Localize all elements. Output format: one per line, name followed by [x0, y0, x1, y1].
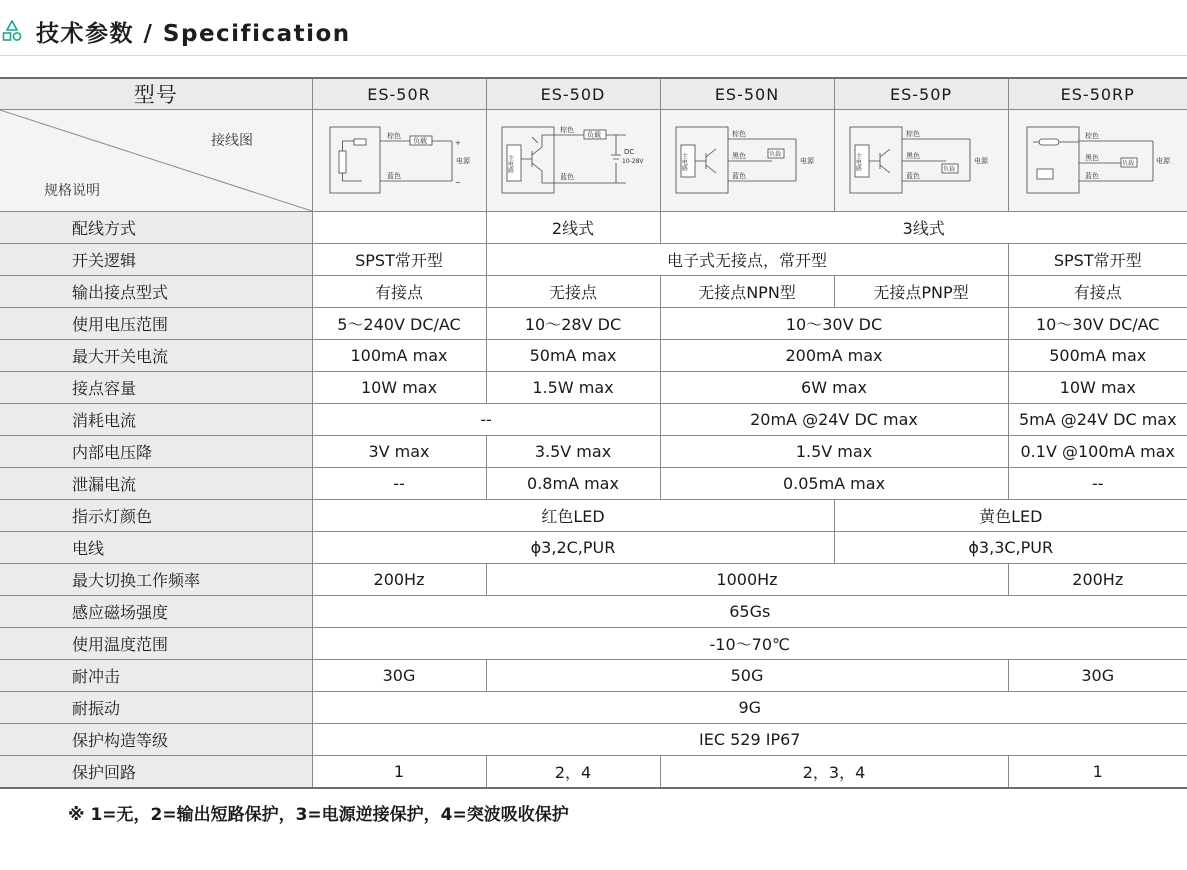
table-cell: 无接点 — [486, 276, 660, 308]
table-row — [0, 500, 1187, 532]
table-cell: 1.5W max — [486, 372, 660, 404]
table-cell: 1.5V max — [660, 436, 1008, 468]
wiring-diagram-es-50r — [312, 110, 486, 212]
table-cell: 有接点 — [1008, 276, 1187, 308]
table-cell: -- — [312, 404, 660, 436]
table-cell: 0.1V @100mA max — [1008, 436, 1187, 468]
wiring-diagram-es-50d — [486, 110, 660, 212]
table-cell: 3.5V max — [486, 436, 660, 468]
svg-text:负载: 负载 — [587, 130, 601, 139]
triangle-square-circle-icon — [2, 20, 22, 42]
table-cell: 3线式 — [660, 212, 1187, 244]
table-row — [0, 276, 1187, 308]
table-row — [0, 244, 1187, 276]
svg-text:棕色: 棕色 — [1084, 131, 1099, 140]
model-header-row — [0, 78, 1187, 110]
table-row — [0, 596, 1187, 628]
reed-switch-wiring-icon — [324, 121, 474, 201]
svg-text:电源: 电源 — [456, 156, 470, 165]
spec-table — [0, 77, 1187, 789]
table-cell: 10～28V DC — [486, 308, 660, 340]
table-row — [0, 564, 1187, 596]
table-cell: 30G — [1008, 660, 1187, 692]
svg-text:负载: 负载 — [413, 136, 427, 145]
model-name: ES-50D — [486, 78, 660, 110]
table-cell: IEC 529 IP67 — [312, 724, 1187, 756]
model-name: ES-50N — [660, 78, 834, 110]
svg-text:棕色: 棕色 — [732, 129, 746, 138]
row-label: 最大开关电流 — [0, 340, 312, 372]
table-cell — [312, 212, 486, 244]
svg-text:负载: 负载 — [943, 165, 956, 173]
row-label: 输出接点型式 — [0, 276, 312, 308]
npn-wiring-icon — [672, 121, 822, 201]
table-row — [0, 692, 1187, 724]
model-name: ES-50P — [834, 78, 1008, 110]
svg-text:蓝色: 蓝色 — [906, 171, 920, 180]
table-row — [0, 660, 1187, 692]
table-row — [0, 628, 1187, 660]
svg-text:蓝色: 蓝色 — [387, 171, 401, 180]
table-cell: 电子式无接点，常开型 — [486, 244, 1008, 276]
wiring-diagram-row — [0, 110, 1187, 212]
table-cell: 65Gs — [312, 596, 1187, 628]
row-label: 泄漏电流 — [0, 468, 312, 500]
table-row — [0, 308, 1187, 340]
table-cell: ϕ3,2C,PUR — [312, 532, 834, 564]
pnp-wiring-icon — [846, 121, 996, 201]
wiring-diagram-es-50rp — [1008, 110, 1187, 212]
row-label: 开关逻辑 — [0, 244, 312, 276]
svg-text:棕色: 棕色 — [387, 131, 401, 140]
table-cell: SPST常开型 — [1008, 244, 1187, 276]
svg-text:+: + — [455, 138, 461, 147]
svg-text:主电路: 主电路 — [506, 154, 514, 173]
table-cell: 1 — [312, 756, 486, 789]
table-cell: 黄色LED — [834, 500, 1187, 532]
two-wire-transistor-wiring-icon — [498, 121, 648, 201]
table-cell: 3V max — [312, 436, 486, 468]
svg-text:棕色: 棕色 — [906, 129, 920, 138]
row-label: 耐振动 — [0, 692, 312, 724]
table-cell: 30G — [312, 660, 486, 692]
table-cell: 2，3，4 — [660, 756, 1008, 789]
svg-text:棕色: 棕色 — [560, 125, 574, 134]
table-cell: 5～240V DC/AC — [312, 308, 486, 340]
row-label: 耐冲击 — [0, 660, 312, 692]
model-header-label: 型号 — [0, 78, 312, 110]
table-cell: 9G — [312, 692, 1187, 724]
diagonal-header-cell — [0, 110, 312, 212]
table-cell: 6W max — [660, 372, 1008, 404]
row-label: 最大切换工作频率 — [0, 564, 312, 596]
table-cell: 500mA max — [1008, 340, 1187, 372]
table-row — [0, 724, 1187, 756]
specification-label: 规格说明 — [44, 183, 100, 199]
svg-text:电源: 电源 — [974, 156, 988, 165]
table-cell: 无接点PNP型 — [834, 276, 1008, 308]
table-cell: -- — [1008, 468, 1187, 500]
table-cell: 1 — [1008, 756, 1187, 789]
wiring-diagram-es-50n — [660, 110, 834, 212]
table-row — [0, 468, 1187, 500]
row-label: 使用电压范围 — [0, 308, 312, 340]
table-cell: SPST常开型 — [312, 244, 486, 276]
table-cell: 20mA @24V DC max — [660, 404, 1008, 436]
table-row — [0, 436, 1187, 468]
table-row — [0, 532, 1187, 564]
row-label: 保护回路 — [0, 756, 312, 789]
table-cell: 2线式 — [486, 212, 660, 244]
model-name: ES-50R — [312, 78, 486, 110]
footnote: ※ 1=无，2=输出短路保护，3=电源逆接保护，4=突波吸收保护 — [68, 805, 569, 825]
svg-text:~: ~ — [455, 178, 461, 187]
row-label: 感应磁场强度 — [0, 596, 312, 628]
svg-text:黑色: 黑色 — [906, 151, 920, 160]
table-cell: 0.8mA max — [486, 468, 660, 500]
row-label: 配线方式 — [0, 212, 312, 244]
table-cell: 0.05mA max — [660, 468, 1008, 500]
row-label: 电线 — [0, 532, 312, 564]
table-cell: 10～30V DC/AC — [1008, 308, 1187, 340]
table-cell: 无接点NPN型 — [660, 276, 834, 308]
table-cell: -- — [312, 468, 486, 500]
svg-text:负载: 负载 — [1121, 159, 1134, 167]
page-header — [0, 0, 1187, 56]
row-label: 接点容量 — [0, 372, 312, 404]
table-cell: 200Hz — [1008, 564, 1187, 596]
row-label: 内部电压降 — [0, 436, 312, 468]
table-row — [0, 340, 1187, 372]
table-cell: 50mA max — [486, 340, 660, 372]
svg-text:DC: DC — [624, 147, 635, 156]
svg-text:蓝色: 蓝色 — [560, 172, 574, 181]
table-cell: 200Hz — [312, 564, 486, 596]
table-cell: 10W max — [312, 372, 486, 404]
table-cell: 红色LED — [312, 500, 834, 532]
wiring-diagram-es-50p — [834, 110, 1008, 212]
table-cell: 1000Hz — [486, 564, 1008, 596]
header-divider — [0, 55, 1187, 56]
svg-text:电源: 电源 — [1155, 156, 1170, 165]
page-title: 技术参数 / Specification — [36, 21, 351, 47]
table-row — [0, 372, 1187, 404]
svg-text:负载: 负载 — [769, 150, 782, 158]
row-label: 保护构造等级 — [0, 724, 312, 756]
table-cell: 2，4 — [486, 756, 660, 789]
table-row — [0, 756, 1187, 789]
table-cell: 5mA @24V DC max — [1008, 404, 1187, 436]
svg-text:主电路: 主电路 — [680, 152, 688, 171]
wiring-diagram-label: 接线图 — [211, 133, 253, 149]
svg-text:蓝色: 蓝色 — [1084, 171, 1099, 180]
table-cell: 200mA max — [660, 340, 1008, 372]
table-cell: 50G — [486, 660, 1008, 692]
row-label: 使用温度范围 — [0, 628, 312, 660]
table-cell: 10～30V DC — [660, 308, 1008, 340]
svg-text:黑色: 黑色 — [732, 151, 746, 160]
svg-text:蓝色: 蓝色 — [732, 171, 746, 180]
svg-text:电源: 电源 — [800, 156, 814, 165]
reed-relay-wiring-icon — [1023, 121, 1173, 201]
table-cell: -10～70℃ — [312, 628, 1187, 660]
table-cell: ϕ3,3C,PUR — [834, 532, 1187, 564]
table-row — [0, 404, 1187, 436]
table-cell: 有接点 — [312, 276, 486, 308]
table-cell: 10W max — [1008, 372, 1187, 404]
table-cell: 100mA max — [312, 340, 486, 372]
table-row — [0, 212, 1187, 244]
model-name: ES-50RP — [1008, 78, 1187, 110]
svg-text:10-28V: 10-28V — [622, 157, 644, 165]
row-label: 消耗电流 — [0, 404, 312, 436]
svg-text:主电路: 主电路 — [854, 152, 862, 171]
svg-text:黑色: 黑色 — [1084, 153, 1099, 162]
row-label: 指示灯颜色 — [0, 500, 312, 532]
